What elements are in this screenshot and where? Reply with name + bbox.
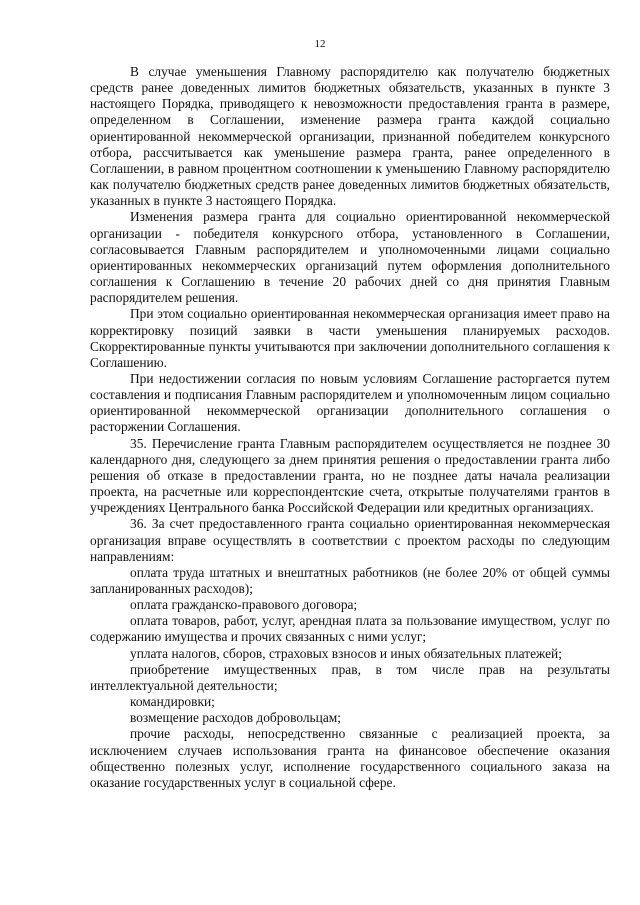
page-number: 12 [314, 38, 326, 50]
paragraph-application-adjustment: При этом социально ориентированная некоммерческая организация имеет право на корректировку позиций заявки в части уменьшения планируемых расходов. Скорректированные пункты учитываются при заключении дополнительного соглашения к Соглашению. [90, 306, 610, 370]
document-body [90, 64, 610, 791]
paragraph-agreement-termination: При недостижении согласия по новым условиям Соглашение расторгается путем составления и подписания Главным распорядителем и уполномоченным лицом социально ориентированной некоммерческой организации дополнительного соглашения о расторжении Соглашения. [90, 370, 610, 435]
paragraph-grant-size-change: Изменения размера гранта для социально ориентированной некоммерческой организации - победителя конкурсного отбора, установленного в Соглашении, согласовывается Главным распорядителем и уполномоченными лицами социально ориентированных некоммерческих организаций путем оформления дополнительного соглашения к Соглашению в течение 20 рабочих дней со дня принятия Главным распорядителем решения. [90, 209, 610, 306]
list-item-salary: оплата труда штатных и внештатных работников (не более 20% от общей суммы запланированных расходов); [90, 564, 610, 596]
paragraph-item-35: 35. Перечисление гранта Главным распорядителем осуществляется не позднее 30 календарного дня, следующего за днем принятия решения о предоставлении гранта либо решения об отказе в предоставлении гранта, но не позднее даты начала реализации проекта, на расчетные или корреспондентские счета, открытые получателями грантов в учреждениях Центрального банка Российской Федерации или кредитных организациях. [90, 435, 610, 516]
paragraph-item-36: 36. За счет предоставленного гранта социально ориентированная некоммерческая организация вправе осуществлять в соответствии с проектом расходы по следующим направлениям: [90, 516, 610, 564]
list-item-volunteer-expenses: возмещение расходов добровольцам; [130, 710, 341, 726]
list-item-civil-contract: оплата гражданско-правового договора; [130, 597, 358, 613]
list-item-goods-services-rent: оплата товаров, работ, услуг, арендная плата за пользование имуществом, услуг по содержанию имущества и прочих связанных с ними услуг; [90, 613, 610, 645]
list-item-property-rights: приобретение имущественных прав, в том числе прав на результаты интеллектуальной деятельности; [90, 661, 610, 693]
list-item-business-trips: командировки; [130, 694, 215, 710]
list-item-taxes: уплата налогов, сборов, страховых взносов и иных обязательных платежей; [130, 645, 562, 661]
list-item-other-expenses: прочие расходы, непосредственно связанные с реализацией проекта, за исключением случаев использования гранта на финансовое обеспечение оказания общественно полезных услуг, исполнение государственного социального заказа на оказание государственных услуг в социальной сфере. [90, 726, 610, 790]
paragraph-budget-limits-reduction: В случае уменьшения Главному распорядителю как получателю бюджетных средств ранее доведенных лимитов бюджетных обязательств, указанных в пункте 3 настоящего Порядка, приводящего к невозможности предоставления гранта в размере, определенном в Соглашении, изменение размера гранта каждой социально ориентированной некоммерческой организации, признанной победителем конкурсного отбора, рассчитывается как уменьшение размера гранта, ранее определенного в Соглашении, в равном процентном соотношении к уменьшению Главному распорядителю как получателю бюджетных средств ранее доведенных лимитов бюджетных обязательств, указанных в пункте 3 настоящего Порядка. [90, 64, 610, 209]
